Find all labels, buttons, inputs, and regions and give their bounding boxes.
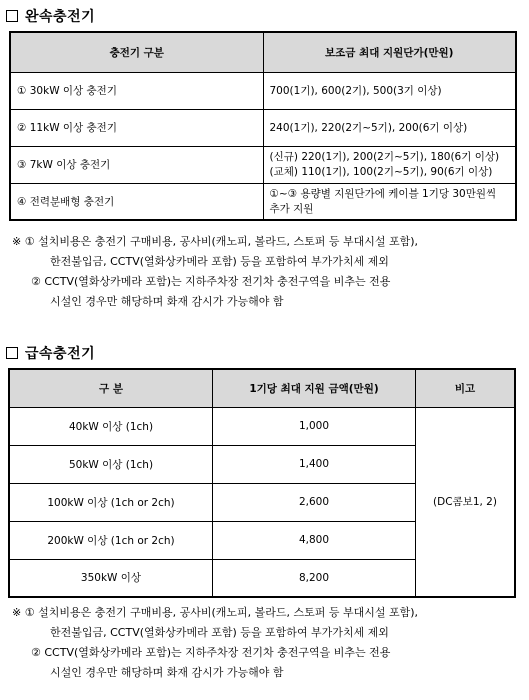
checkbox-square-icon	[6, 347, 18, 359]
note-line: ※ ① 설치비용은 충전기 구매비용, 공사비(캐노피, 볼라드, 스토퍼 등 부대시설 포함),	[12, 606, 419, 619]
subsidy-cell: 240(1기), 220(2기~5기), 200(6기 이상)	[263, 109, 516, 146]
amount-cell: 2,600	[213, 483, 416, 521]
slow-charger-table	[9, 31, 517, 221]
charger-type-cell: ③ 7kW 이상 충전기	[10, 146, 263, 183]
header-charger-type: 충전기 구분	[10, 32, 263, 72]
note-line: 시설인 경우만 해당하며 화재 감시가 가능해야 함	[50, 666, 284, 679]
table-row	[10, 146, 516, 183]
table-row	[10, 72, 516, 109]
note-line: ② CCTV(열화상카메라 포함)는 지하주차장 전기차 충전구역을 비추는 전용	[31, 646, 391, 659]
slow-charger-notes	[12, 232, 418, 312]
amount-cell: 1,000	[213, 407, 416, 445]
header-remark: 비고	[416, 369, 516, 407]
subsidy-replace-line: (교체) 110(1기), 100(2기~5기), 90(6기 이상)	[269, 165, 493, 178]
slow-charger-section-title: 완속충전기	[6, 6, 95, 26]
table-header-row	[10, 32, 516, 72]
charger-type-cell: 350kW 이상	[9, 559, 213, 597]
amount-cell: 1,400	[213, 445, 416, 483]
header-max-amount: 1기당 최대 지원 금액(만원)	[213, 369, 416, 407]
amount-cell: 8,200	[213, 559, 416, 597]
fast-charger-table	[8, 368, 516, 598]
fast-charger-section-title: 급속충전기	[6, 343, 95, 363]
table-row	[9, 407, 515, 445]
remark-cell: (DC콤보1, 2)	[416, 407, 516, 597]
charger-type-cell: 100kW 이상 (1ch or 2ch)	[9, 483, 213, 521]
amount-cell: 4,800	[213, 521, 416, 559]
note-line: ② CCTV(열화상카메라 포함)는 지하주차장 전기차 충전구역을 비추는 전용	[31, 275, 391, 288]
table-row	[10, 183, 516, 220]
charger-type-cell: ② 11kW 이상 충전기	[10, 109, 263, 146]
subsidy-new-line: (신규) 220(1기), 200(2기~5기), 180(6기 이상)	[269, 150, 500, 163]
subsidy-cell: 700(1기), 600(2기), 500(3기 이상)	[263, 72, 516, 109]
charger-type-cell: 50kW 이상 (1ch)	[9, 445, 213, 483]
table-row	[10, 109, 516, 146]
subsidy-cell: ①~③ 용량별 지원단가에 케이블 1기당 30만원씩 추가 지원	[263, 183, 516, 220]
checkbox-square-icon	[6, 10, 18, 22]
note-line: ※ ① 설치비용은 충전기 구매비용, 공사비(캐노피, 볼라드, 스토퍼 등 부대시설 포함),	[12, 235, 419, 248]
header-max-subsidy: 보조금 최대 지원단가(만원)	[263, 32, 516, 72]
charger-type-cell: ④ 전력분배형 충전기	[10, 183, 263, 220]
fast-charger-notes	[12, 603, 418, 683]
subsidy-cell	[263, 146, 516, 183]
note-line: 시설인 경우만 해당하며 화재 감시가 가능해야 함	[50, 295, 284, 308]
note-line: 한전불입금, CCTV(열화상카메라 포함) 등을 포함하여 부가가치세 제외	[50, 626, 389, 639]
charger-type-cell: 200kW 이상 (1ch or 2ch)	[9, 521, 213, 559]
note-line: 한전불입금, CCTV(열화상카메라 포함) 등을 포함하여 부가가치세 제외	[50, 255, 389, 268]
header-category: 구 분	[9, 369, 213, 407]
charger-type-cell: 40kW 이상 (1ch)	[9, 407, 213, 445]
charger-type-cell: ① 30kW 이상 충전기	[10, 72, 263, 109]
table-header-row	[9, 369, 515, 407]
